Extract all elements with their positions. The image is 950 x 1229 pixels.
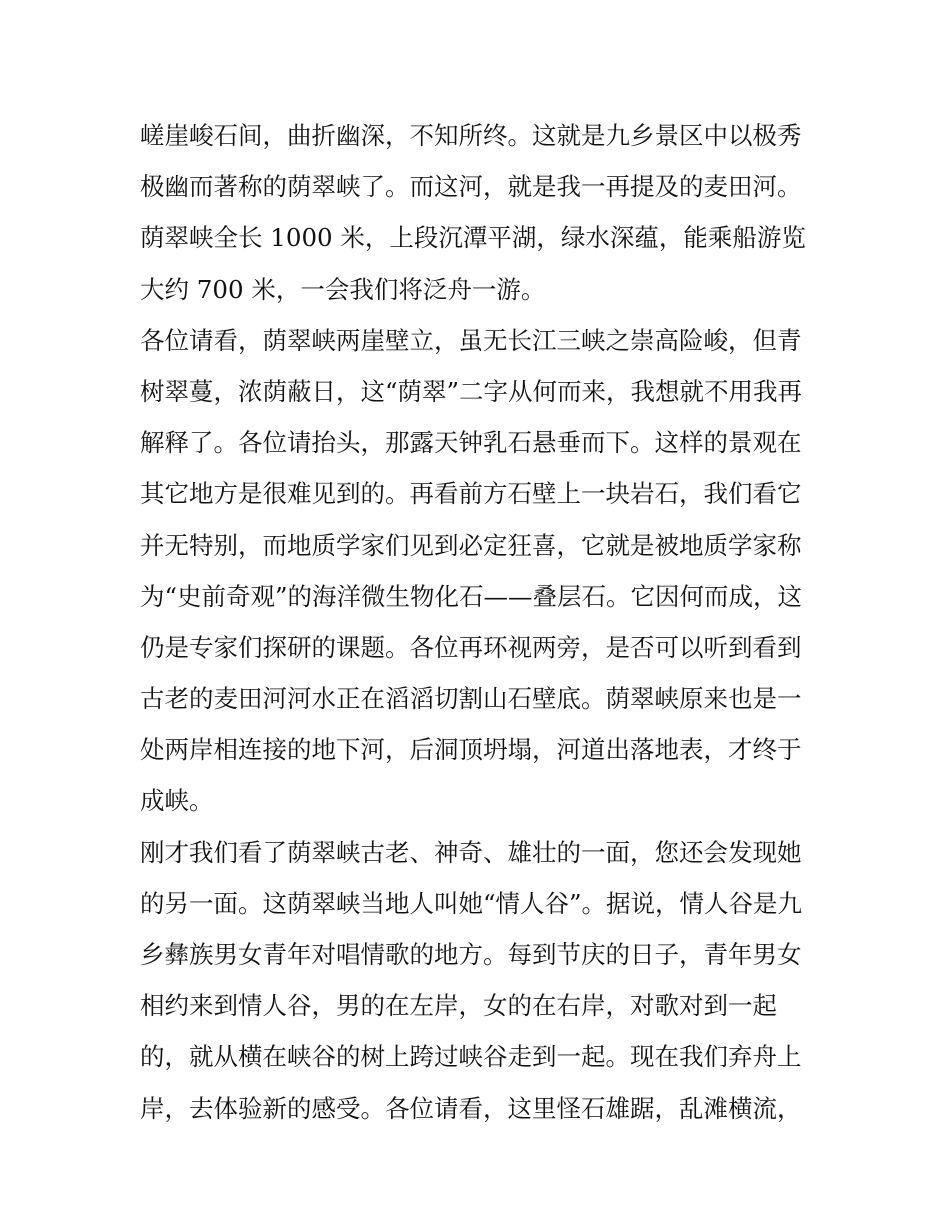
text-line: 其它地方是很难见到的。再看前方石壁上一块岩石，我们看它	[140, 479, 802, 509]
text-line: 树翠蔓，浓荫蔽日，这“荫翠”二字从何而来，我想就不用我再	[140, 376, 803, 406]
text-line: 相约来到情人谷，男的在左岸，女的在右岸，对歌对到一起	[140, 991, 777, 1021]
text-line: 乡彝族男女青年对唱情歌的地方。每到节庆的日子，青年男女	[140, 940, 802, 969]
text-line: 各位请看，荫翠峡两崖壁立，虽无长江三峡之崇高险峻，但青	[140, 325, 802, 355]
text-line: 荫翠峡全长 1000 米，上段沉潭平湖，绿水深蕴，能乘船游览	[140, 223, 806, 253]
text-line: 并无特别，而地质学家们见到必定狂喜，它就是被地质学家称	[140, 530, 802, 560]
body-text	[140, 110, 830, 1134]
text-line: 仍是专家们探研的课题。各位再环视两旁，是否可以听到看到	[140, 632, 802, 662]
text-line: 极幽而著称的荫翠峡了。而这河，就是我一再提及的麦田河。	[140, 172, 802, 202]
text-line: 解释了。各位请抬头，那露天钟乳石悬垂而下。这样的景观在	[140, 428, 802, 458]
text-line: 的另一面。这荫翠峡当地人叫她“情人谷”。据说，情人谷是九	[140, 888, 803, 918]
text-line: 的，就从横在峡谷的树上跨过峡谷走到一起。现在我们弃舟上	[140, 1042, 802, 1072]
text-line: 成峡。	[140, 786, 214, 816]
text-line: 岸，去体验新的感受。各位请看，这里怪石雄踞，乱滩横流，	[140, 1093, 802, 1123]
text-line: 古老的麦田河河水正在滔滔切割山石壁底。荫翠峡原来也是一	[140, 684, 802, 714]
text-line: 处两岸相连接的地下河，后洞顶坍塌，河道出落地表，才终于	[140, 735, 802, 765]
text-line: 刚才我们看了荫翠峡古老、神奇、雄壮的一面，您还会发现她	[140, 837, 802, 867]
text-line: 为“史前奇观”的海洋微生物化石——叠层石。它因何而成，这	[140, 581, 803, 611]
text-line: 大约 700 米，一会我们将泛舟一游。	[140, 274, 546, 304]
text-line: 嵯崖峻石间，曲折幽深，不知所终。这就是九乡景区中以极秀	[140, 121, 802, 150]
